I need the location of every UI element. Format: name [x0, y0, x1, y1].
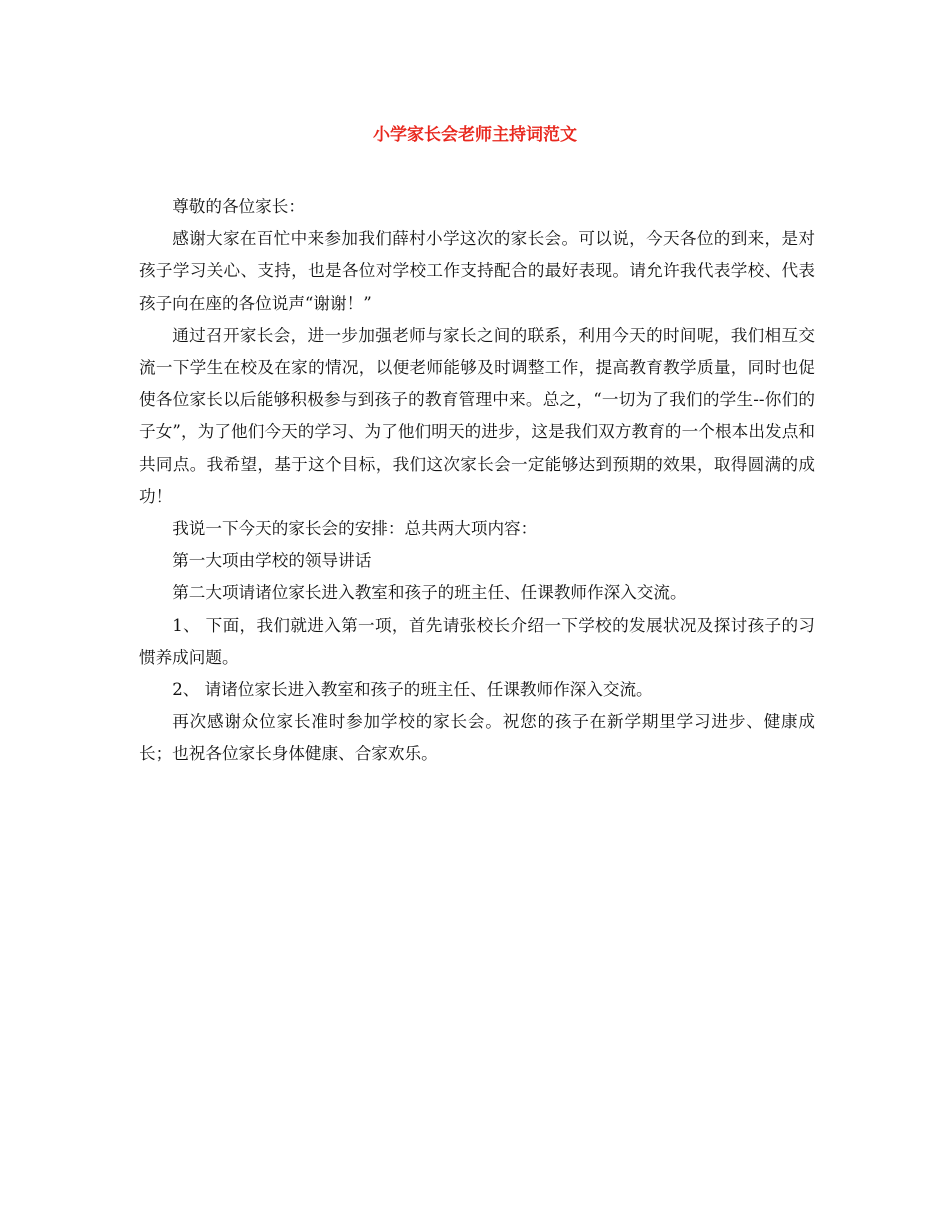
document-body — [139, 191, 815, 771]
agenda-item: 第一大项由学校的领导讲话 — [172, 551, 372, 571]
closing-paragraph: 再次感谢众位家长准时参加学校的家长会。祝您的孩子在新学期里学习进步、健康成长；也祝各位家长身体健康、合家欢乐。 — [139, 712, 815, 764]
numbered-item: 2、 请诸位家长进入教室和孩子的班主任、任课教师作深入交流。 — [172, 680, 653, 700]
body-paragraph: 我说一下今天的家长会的安排：总共两大项内容： — [172, 519, 538, 539]
numbered-item: 1、 下面，我们就进入第一项，首先请张校长介绍一下学校的发展状况及探讨孩子的习惯养成问题。 — [139, 615, 815, 667]
body-paragraph: 感谢大家在百忙中来参加我们薛村小学这次的家长会。可以说，今天各位的到来，是对孩子学习关心、支持，也是各位对学校工作支持配合的最好表现。请允许我代表学校、代表孩子向在座的各位说声“谢谢！” — [139, 229, 815, 313]
document-title: 小学家长会老师主持词范文 — [373, 125, 577, 145]
salutation-paragraph: 尊敬的各位家长： — [172, 197, 305, 216]
agenda-item: 第二大项请诸位家长进入教室和孩子的班主任、任课教师作深入交流。 — [172, 583, 687, 603]
body-paragraph: 通过召开家长会，进一步加强老师与家长之间的联系，利用今天的时间呢，我们相互交流一下学生在校及在家的情况，以便老师能够及时调整工作，提高教育教学质量，同时也促使各位家长以后能够积极参与到孩子的教育管理中来。总之，“一切为了我们的学生--你们的子女”，为了他们今天的学习、为了他们明天的进步，这是我们双方教育的一个根本出发点和共同点。我希望，基于这个目标，我们这次家长会一定能够达到预期的效果，取得圆满的成功！ — [139, 325, 815, 506]
